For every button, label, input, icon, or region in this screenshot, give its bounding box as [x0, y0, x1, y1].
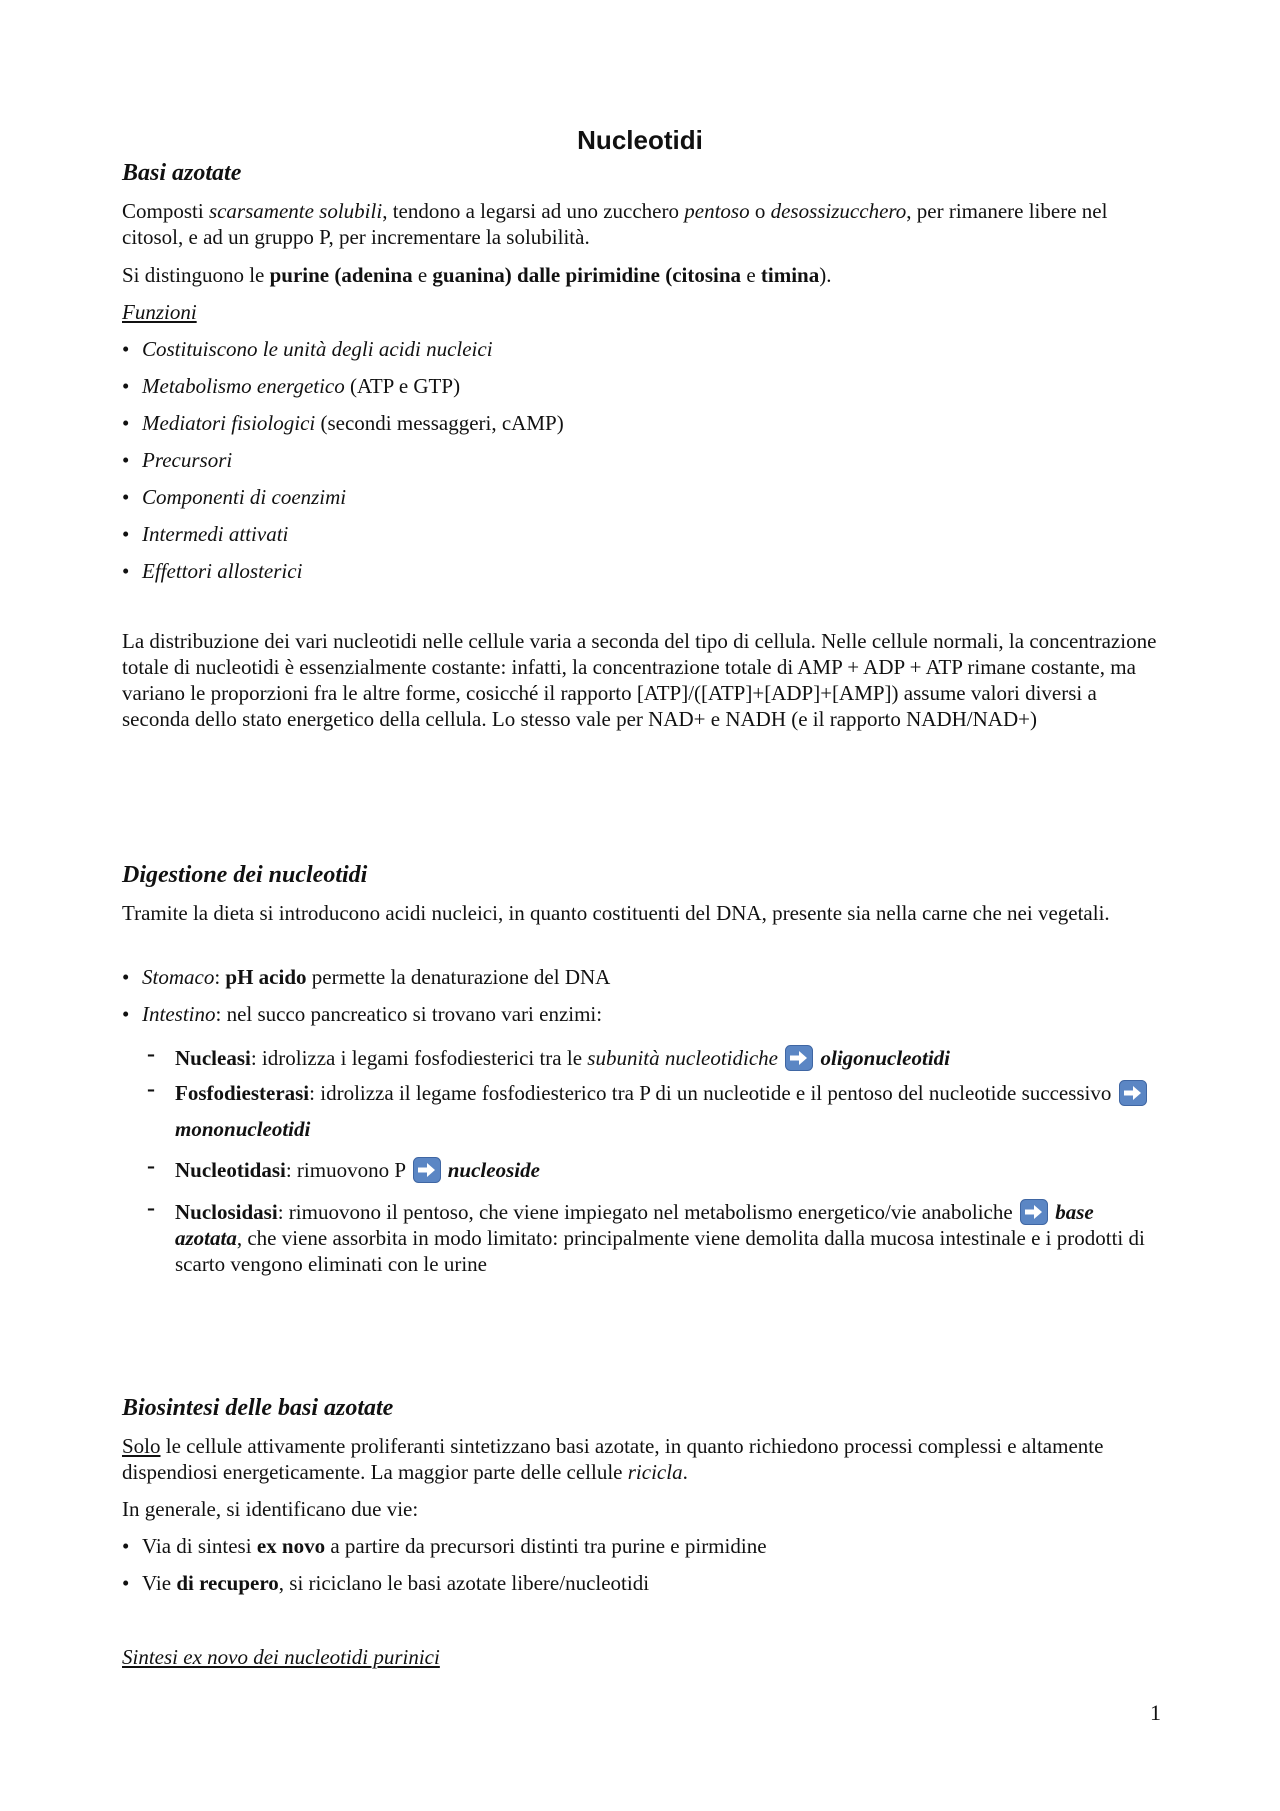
list-item-intestino	[122, 1001, 1162, 1038]
list-item	[122, 410, 1162, 447]
funzioni-list	[122, 336, 1162, 595]
text-italic: scarsamente solubili	[208, 199, 383, 223]
list-item-nucleotidasi	[122, 1157, 1162, 1183]
text-bold-italic: mononucleotidi	[175, 1117, 311, 1141]
text-bold: Nucleotidasi	[175, 1158, 286, 1182]
text-italic: Costituiscono le unità degli acidi nucleici	[142, 337, 493, 361]
arrow-right-icon	[1119, 1080, 1147, 1106]
text-bold: pH acido	[225, 965, 307, 989]
text-italic: ricicla	[627, 1460, 683, 1484]
list-item-recupero	[122, 1570, 1162, 1607]
subheading-sintesi-ex-novo: Sintesi ex novo dei nucleotidi purinici	[122, 1645, 440, 1669]
text-italic: Componenti di coenzimi	[142, 485, 347, 509]
text: , per rimanere libere nel citosol, e ad un gruppo P, per incrementare la solubilità.	[122, 199, 1108, 249]
text-underline: Solo	[122, 1434, 161, 1458]
text-bold: Fosfodiesterasi	[175, 1081, 310, 1105]
text-italic: Mediatori fisiologici	[142, 411, 316, 435]
text: : rimuovono il pentoso, che viene impiegato nel metabolismo energetico/vie anaboliche	[277, 1200, 1013, 1224]
paragraph-solo	[122, 1433, 1162, 1485]
enzimi-list	[122, 1045, 1162, 1277]
text-bold-italic: base azotata	[175, 1200, 1094, 1250]
text: .	[682, 1460, 688, 1484]
text: ).	[819, 263, 832, 287]
text-italic: desossizucchero	[770, 199, 907, 223]
section-heading-basi-azotate: Basi azotate	[122, 160, 242, 186]
subheading-funzioni: Funzioni	[122, 300, 197, 324]
list-item	[122, 447, 1162, 484]
list-item-ex-novo	[122, 1533, 1162, 1570]
text-bold: ex novo	[256, 1534, 326, 1558]
list-item-nuclosidasi	[122, 1199, 1162, 1277]
text-bold-italic: oligonucleotidi	[820, 1046, 951, 1070]
text-bold: Nuclosidasi	[175, 1200, 278, 1224]
text: , tendono a legarsi ad uno zucchero	[382, 199, 685, 223]
arrow-right-icon	[785, 1045, 813, 1071]
text-italic: Stomaco	[142, 965, 215, 989]
text-bold: citosina	[672, 263, 742, 287]
text: Si distinguono le	[122, 263, 270, 287]
list-item-stomaco	[122, 964, 1162, 1001]
text-italic: Precursori	[142, 448, 233, 472]
vie-list	[122, 1533, 1162, 1607]
text: (secondi messaggeri, cAMP)	[315, 411, 564, 435]
paragraph-composti	[122, 198, 1162, 250]
list-item-fosfodiesterasi	[122, 1075, 1162, 1147]
list-item	[122, 336, 1162, 373]
arrow-right-icon	[413, 1157, 441, 1183]
text: Composti	[122, 199, 209, 223]
list-item-nucleasi	[122, 1045, 1162, 1071]
text-bold-italic: nucleoside	[447, 1158, 540, 1182]
section-heading-biosintesi: Biosintesi delle basi azotate	[122, 1395, 394, 1421]
text: a partire da precursori distinti tra purine e pirmidine	[325, 1534, 767, 1558]
list-item	[122, 558, 1162, 595]
text-italic: Intermedi attivati	[142, 522, 289, 546]
text-italic: Effettori allosterici	[142, 559, 303, 583]
list-item	[122, 484, 1162, 521]
text-italic: Intestino	[142, 1002, 216, 1026]
text: e	[741, 263, 761, 287]
text: (ATP e GTP)	[344, 374, 461, 398]
text-bold: timina	[760, 263, 820, 287]
arrow-right-icon	[1020, 1199, 1048, 1225]
paragraph-due-vie: In generale, si identificano due vie:	[122, 1497, 419, 1521]
list-item	[122, 373, 1162, 410]
text-bold: (	[329, 263, 342, 287]
text: , si riciclano le basi azotate libere/nucleotidi	[278, 1571, 650, 1595]
text: : idrolizza il legame fosfodiesterico tra P di un nucleotide e il pentoso del nucleotide successivo	[309, 1081, 1112, 1105]
page-number: 1	[1150, 1700, 1161, 1725]
text: :	[214, 965, 226, 989]
text: : idrolizza i legami fosfodiesterici tra le	[250, 1046, 588, 1070]
paragraph-purine-pirimidine	[122, 262, 1162, 288]
digestione-list	[122, 964, 1162, 1038]
text-bold: purine	[269, 263, 330, 287]
text: e	[412, 263, 433, 287]
text-italic: pentoso	[684, 199, 750, 223]
paragraph-distribuzione: La distribuzione dei vari nucleotidi nelle cellule varia a seconda del tipo di cellula. Nelle cellule normali, la concentrazione totale di nucleotidi è essenzialmente costante: infatti, la concentrazione totale di AMP + ADP + ATP rimane costante, ma variano le proporzioni fra le altre forme, cosicché il rapporto [ATP]/([ATP]+[ADP]+[AMP]) assume valori diversi a seconda dello stato energetico della cellula. Lo stesso vale per NAD+ e NADH (e il rapporto NADH/NAD+)	[122, 629, 1157, 731]
paragraph-dieta: Tramite la dieta si introducono acidi nucleici, in quanto costituenti del DNA, presente sia nella carne che nei vegetali.	[122, 901, 1110, 925]
text-italic: Metabolismo energetico	[142, 374, 345, 398]
text: Vie	[142, 1571, 177, 1595]
list-item	[122, 521, 1162, 558]
text-bold: (	[659, 263, 673, 287]
text-bold: Nucleasi	[175, 1046, 251, 1070]
text: Via di sintesi	[142, 1534, 257, 1558]
text-bold: adenina	[341, 263, 413, 287]
text: , che viene assorbita in modo limitato: principalmente viene demolita dalla mucosa intestinale e i prodotti di scarto vengono eliminati con le urine	[175, 1226, 1145, 1276]
section-heading-digestione: Digestione dei nucleotidi	[122, 862, 368, 888]
text: permette la denaturazione del DNA	[306, 965, 611, 989]
text: : nel succo pancreatico si trovano vari enzimi:	[215, 1002, 603, 1026]
text: : rimuovono P	[285, 1158, 406, 1182]
text-bold: di recupero	[176, 1571, 279, 1595]
text: le cellule attivamente proliferanti sintetizzano basi azotate, in quanto richiedono processi complessi e altamente dispendiosi energeticamente. La maggior parte delle cellule	[122, 1434, 1104, 1484]
text-bold: ) dalle	[504, 263, 566, 287]
text: o	[749, 199, 771, 223]
text-italic: subunità nucleotidiche	[587, 1046, 778, 1070]
text-bold: guanina	[432, 263, 505, 287]
page-title: Nucleotidi	[577, 125, 703, 155]
text-bold: pirimidine	[565, 263, 660, 287]
